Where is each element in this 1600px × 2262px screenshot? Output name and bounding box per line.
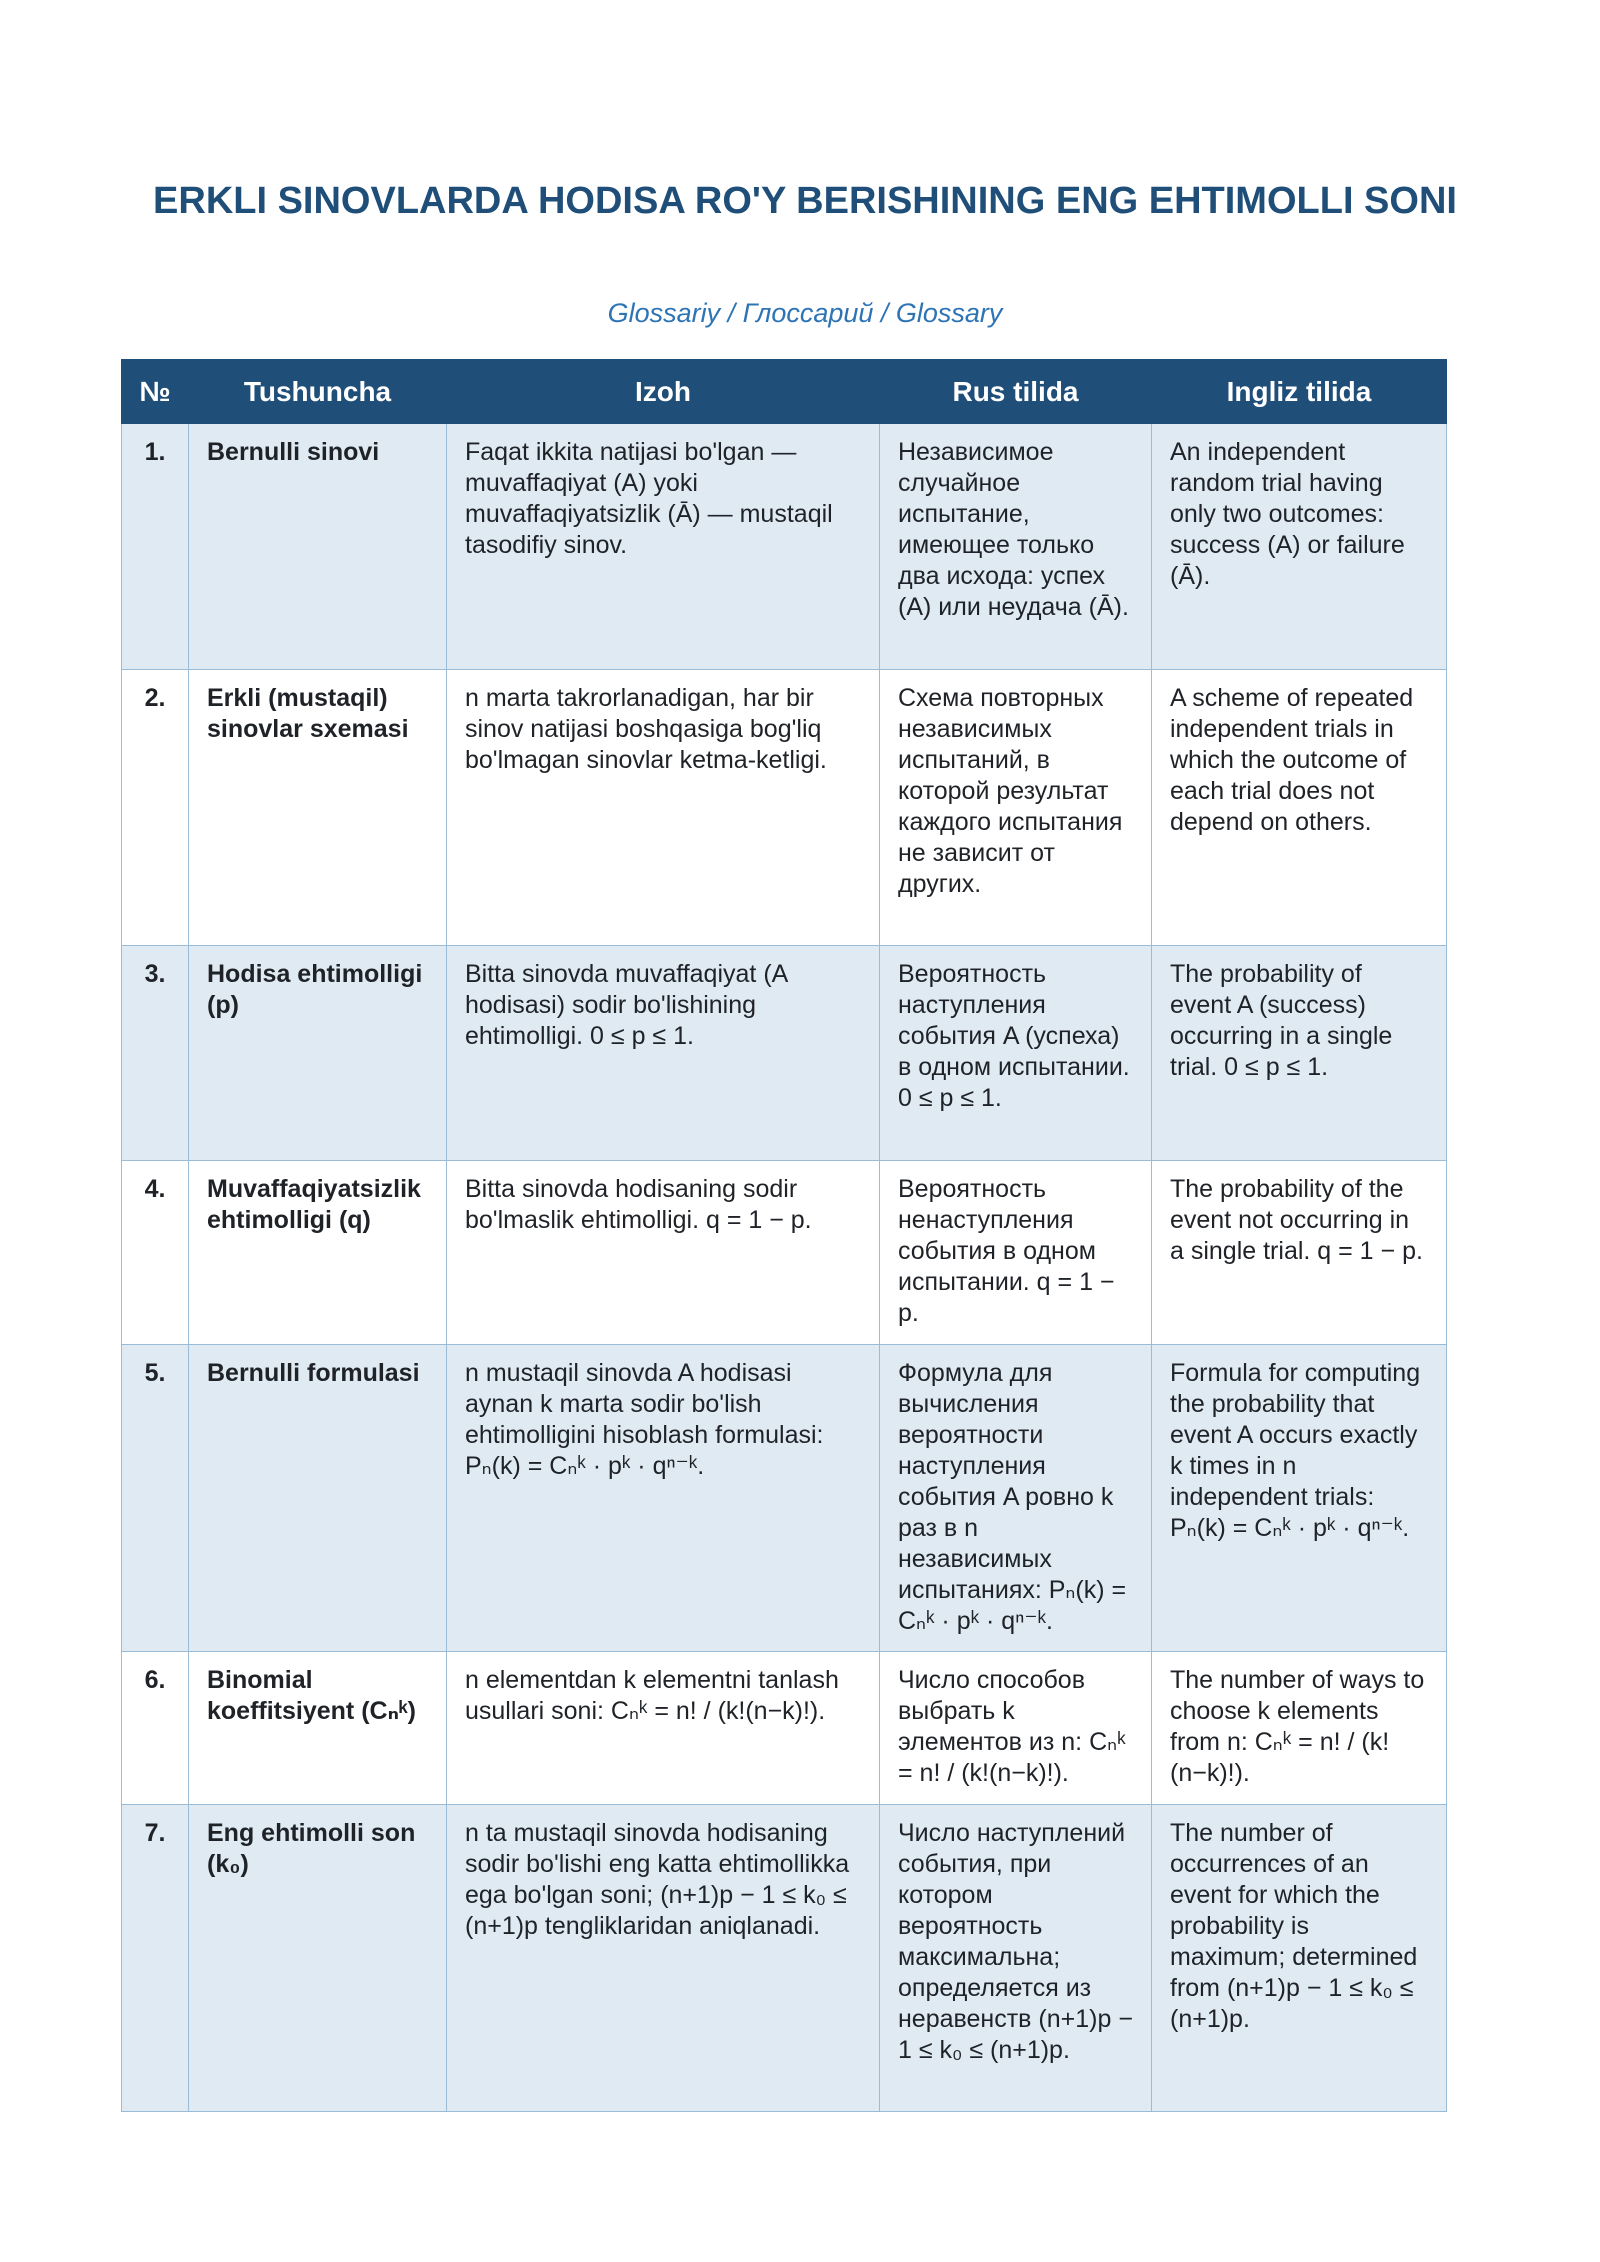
row-english: A scheme of repeated independent trials in which the outcome of each trial does not depend on others. bbox=[1152, 670, 1447, 946]
glossary-table bbox=[121, 359, 1447, 2112]
row-term: Eng ehtimolli son (k₀) bbox=[189, 1805, 447, 2112]
row-english: The number of ways to choose k elements from n: Cₙᵏ = n! / (k!(n−k)!). bbox=[1152, 1652, 1447, 1805]
row-term: Muvaffaqiyatsizlik ehtimolligi (q) bbox=[189, 1161, 447, 1345]
row-explanation: n ta mustaqil sinovda hodisaning sodir bo'lishi eng katta ehtimollikka ega bo'lgan soni; (n+1)p − 1 ≤ k₀ ≤ (n+1)p tengliklaridan aniqlanadi. bbox=[447, 1805, 880, 2112]
row-russian: Вероятность ненаступления события в одном испытании. q = 1 − p. bbox=[880, 1161, 1152, 1345]
table-row bbox=[122, 1161, 1447, 1345]
header-number: № bbox=[122, 360, 189, 424]
table-header-row bbox=[122, 360, 1447, 424]
table-row bbox=[122, 1652, 1447, 1805]
header-explanation: Izoh bbox=[447, 360, 880, 424]
row-explanation: Bitta sinovda hodisaning sodir bo'lmaslik ehtimolligi. q = 1 − p. bbox=[447, 1161, 880, 1345]
row-term: Binomial koeffitsiyent (Cₙᵏ) bbox=[189, 1652, 447, 1805]
row-number: 1. bbox=[122, 424, 189, 670]
table-row bbox=[122, 670, 1447, 946]
row-explanation: n marta takrorlanadigan, har bir sinov natijasi boshqasiga bog'liq bo'lmagan sinovlar ketma-ketligi. bbox=[447, 670, 880, 946]
row-number: 6. bbox=[122, 1652, 189, 1805]
row-number: 7. bbox=[122, 1805, 189, 2112]
row-term: Erkli (mustaqil) sinovlar sxemasi bbox=[189, 670, 447, 946]
header-english: Ingliz tilida bbox=[1152, 360, 1447, 424]
row-russian: Независимое случайное испытание, имеющее только два исхода: успех (A) или неудача (Ā). bbox=[880, 424, 1152, 670]
row-english: The probability of the event not occurring in a single trial. q = 1 − p. bbox=[1152, 1161, 1447, 1345]
page-title: ERKLI SINOVLARDA HODISA RO'Y BERISHINING ENG EHTIMOLLI SONI bbox=[153, 180, 1457, 222]
row-explanation: n mustaqil sinovda A hodisasi aynan k marta sodir bo'lish ehtimolligini hisoblash formulasi: Pₙ(k) = Cₙᵏ · pᵏ · qⁿ⁻ᵏ. bbox=[447, 1345, 880, 1652]
table-row bbox=[122, 1805, 1447, 2112]
row-english: The probability of event A (success) occurring in a single trial. 0 ≤ p ≤ 1. bbox=[1152, 946, 1447, 1161]
table-row bbox=[122, 946, 1447, 1161]
row-number: 2. bbox=[122, 670, 189, 946]
row-number: 3. bbox=[122, 946, 189, 1161]
row-russian: Число наступлений события, при котором вероятность максимальна; определяется из неравенств (n+1)p − 1 ≤ k₀ ≤ (n+1)p. bbox=[880, 1805, 1152, 2112]
header-term: Tushuncha bbox=[189, 360, 447, 424]
page-subtitle: Glossariy / Глоссарий / Glossary bbox=[607, 298, 1003, 328]
row-russian: Схема повторных независимых испытаний, в которой результат каждого испытания не зависит от других. bbox=[880, 670, 1152, 946]
row-english: An independent random trial having only two outcomes: success (A) or failure (Ā). bbox=[1152, 424, 1447, 670]
row-number: 4. bbox=[122, 1161, 189, 1345]
table-row bbox=[122, 1345, 1447, 1652]
row-explanation: Bitta sinovda muvaffaqiyat (A hodisasi) sodir bo'lishining ehtimolligi. 0 ≤ p ≤ 1. bbox=[447, 946, 880, 1161]
row-number: 5. bbox=[122, 1345, 189, 1652]
row-english: Formula for computing the probability that event A occurs exactly k times in n independent trials: Pₙ(k) = Cₙᵏ · pᵏ · qⁿ⁻ᵏ. bbox=[1152, 1345, 1447, 1652]
row-term: Bernulli formulasi bbox=[189, 1345, 447, 1652]
row-explanation: Faqat ikkita natijasi bo'lgan — muvaffaqiyat (A) yoki muvaffaqiyatsizlik (Ā) — mustaqil tasodifiy sinov. bbox=[447, 424, 880, 670]
header-russian: Rus tilida bbox=[880, 360, 1152, 424]
row-term: Hodisa ehtimolligi (p) bbox=[189, 946, 447, 1161]
table-row bbox=[122, 424, 1447, 670]
row-explanation: n elementdan k elementni tanlash usullari soni: Cₙᵏ = n! / (k!(n−k)!). bbox=[447, 1652, 880, 1805]
row-russian: Формула для вычисления вероятности наступления события A ровно k раз в n независимых испытаниях: Pₙ(k) = Cₙᵏ · pᵏ · qⁿ⁻ᵏ. bbox=[880, 1345, 1152, 1652]
row-russian: Число способов выбрать k элементов из n: Cₙᵏ = n! / (k!(n−k)!). bbox=[880, 1652, 1152, 1805]
row-term: Bernulli sinovi bbox=[189, 424, 447, 670]
row-english: The number of occurrences of an event for which the probability is maximum; determined from (n+1)p − 1 ≤ k₀ ≤ (n+1)p. bbox=[1152, 1805, 1447, 2112]
row-russian: Вероятность наступления события A (успеха) в одном испытании. 0 ≤ p ≤ 1. bbox=[880, 946, 1152, 1161]
